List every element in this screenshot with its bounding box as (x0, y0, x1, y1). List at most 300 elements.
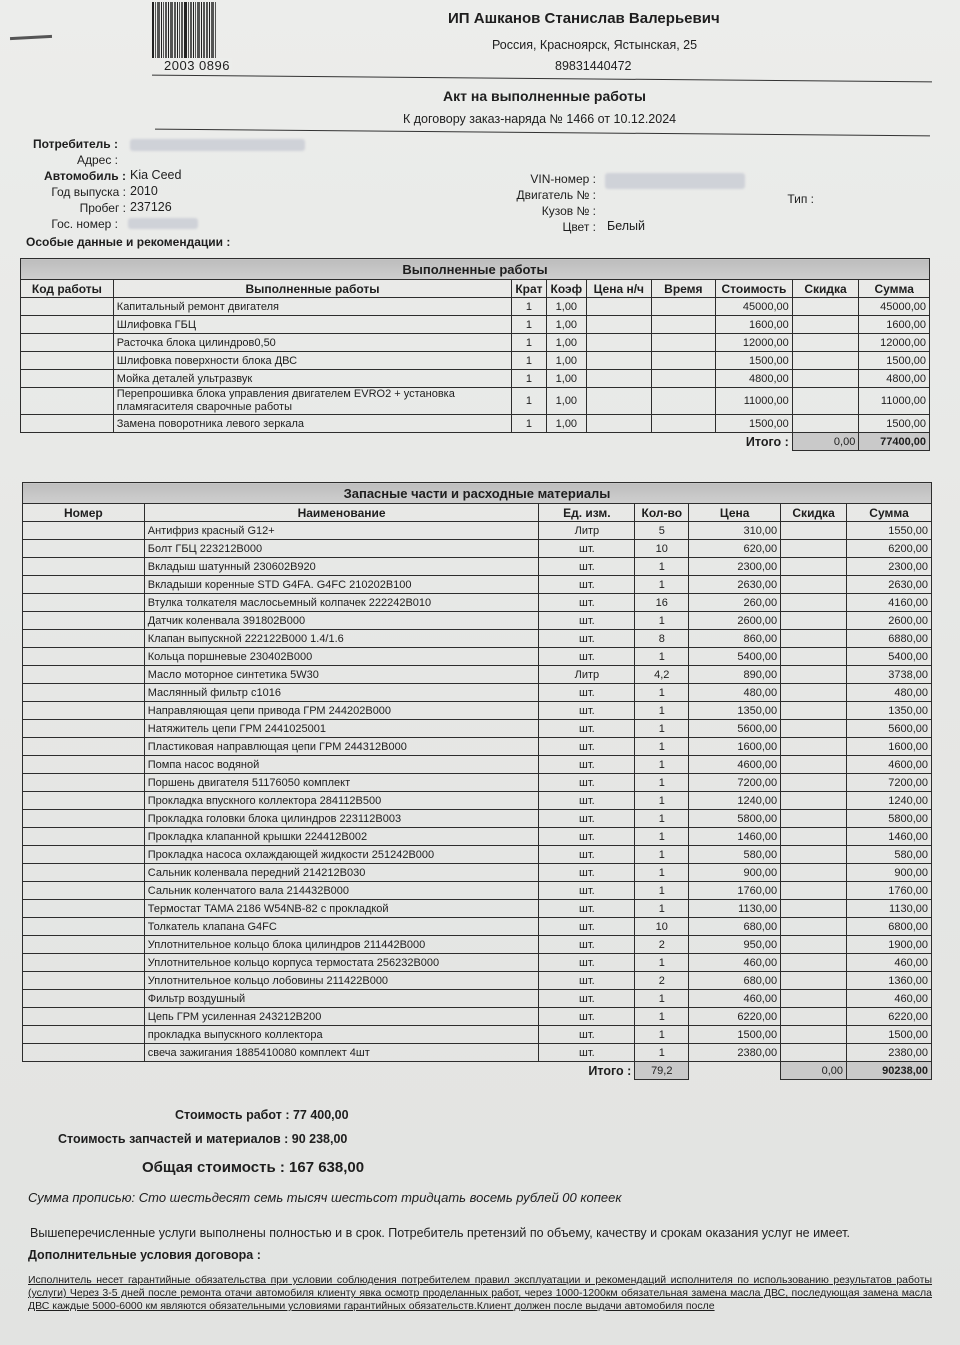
parts-cell-num (23, 540, 145, 558)
parts-row (23, 990, 932, 1008)
works-cell-sum: 45000,00 (859, 298, 930, 316)
parts-cell-name: Вкладыши коренные STD G4FA. G4FC 210202B100 (144, 576, 539, 594)
works-row (21, 415, 930, 433)
parts-cell-sum: 4160,00 (847, 594, 932, 612)
parts-cell-sum: 2300,00 (847, 558, 932, 576)
parts-total-discount: 0,00 (781, 1062, 847, 1080)
year-value: 2010 (130, 184, 158, 198)
parts-cell-price: 310,00 (689, 522, 781, 540)
works-total-label: Итого : (745, 434, 789, 449)
parts-cell-qty: 1 (635, 702, 689, 720)
parts-cell-num (23, 594, 145, 612)
special-data-label: Особые данные и рекомендации : (26, 235, 231, 249)
parts-row (23, 972, 932, 990)
parts-cell-discount (781, 1008, 847, 1026)
works-row (21, 316, 930, 334)
parts-cell-qty: 1 (635, 648, 689, 666)
works-cell-krat: 1 (512, 352, 547, 370)
works-column-header: Крат (512, 280, 547, 298)
parts-column-header: Наименование (144, 504, 539, 522)
parts-cell-unit: шт. (539, 882, 635, 900)
parts-cell-sum: 7200,00 (847, 774, 932, 792)
company-address: Россия, Красноярск, Ястынская, 25 (492, 38, 698, 52)
parts-cell-name: Вкладыш шатунный 230602B920 (144, 558, 539, 576)
parts-cell-price: 460,00 (689, 954, 781, 972)
parts-cell-name: прокладка выпускного коллектора (144, 1026, 539, 1044)
works-cell-name: Расточка блока цилиндров0,50 (113, 334, 511, 352)
parts-cell-num (23, 702, 145, 720)
parts-cell-discount (781, 540, 847, 558)
works-cell-code (21, 334, 114, 352)
parts-cell-sum: 1240,00 (847, 792, 932, 810)
body-label: Кузов № : (541, 204, 596, 218)
parts-cell-name: Фильтр воздушный (144, 990, 539, 1008)
parts-cell-price: 1460,00 (689, 828, 781, 846)
parts-cell-qty: 1 (635, 792, 689, 810)
document-title: Акт на выполненные работы (443, 88, 646, 104)
parts-cell-sum: 1550,00 (847, 522, 932, 540)
divider (152, 75, 932, 83)
parts-cell-price: 860,00 (689, 630, 781, 648)
parts-cell-qty: 1 (635, 558, 689, 576)
parts-column-header: Кол-во (635, 504, 689, 522)
document-subtitle: К договору заказ-наряда № 1466 от 10.12.2024 (403, 112, 677, 126)
works-cell-code (21, 352, 114, 370)
parts-total-qty: 79,2 (635, 1062, 689, 1080)
parts-cell-discount (781, 648, 847, 666)
works-cell-time (651, 298, 716, 316)
parts-cell-name: Уплотнительное кольцо корпуса термостата 256232B000 (144, 954, 539, 972)
works-cell-price_h (587, 316, 652, 334)
parts-cell-price: 460,00 (689, 990, 781, 1008)
consumer-label: Потребитель : (32, 137, 118, 151)
parts-cell-unit: шт. (539, 630, 635, 648)
parts-cell-unit: шт. (539, 684, 635, 702)
parts-cell-price: 2300,00 (689, 558, 781, 576)
parts-cell-sum: 1460,00 (847, 828, 932, 846)
parts-cell-num (23, 1008, 145, 1026)
parts-cell-discount (781, 576, 847, 594)
parts-cell-qty: 4,2 (635, 666, 689, 684)
parts-cell-sum: 6880,00 (847, 630, 932, 648)
parts-cell-unit: шт. (539, 1044, 635, 1062)
works-cell-code (21, 415, 114, 433)
parts-cell-qty: 1 (635, 1008, 689, 1026)
parts-cell-num (23, 558, 145, 576)
parts-row (23, 540, 932, 558)
parts-cell-qty: 1 (635, 1026, 689, 1044)
parts-cell-unit: шт. (539, 720, 635, 738)
works-cell-sum: 1600,00 (859, 316, 930, 334)
parts-cell-sum: 4600,00 (847, 756, 932, 774)
parts-cell-num (23, 684, 145, 702)
works-cell-discount (792, 415, 859, 433)
parts-cell-discount (781, 612, 847, 630)
parts-cell-unit: шт. (539, 810, 635, 828)
parts-row (23, 738, 932, 756)
parts-cell-discount (781, 594, 847, 612)
works-cell-price_h (587, 334, 652, 352)
conditions-text: Исполнитель несет гарантийные обязательства при условии соблюдения потребителем правил эксплуатации и рекомендаций исполнителя по использованию результатов работы (услуги) Через 3-5 дней после ремонта отачи автомобиля клиенту явка осмотр проделанных работ, через 1000-1200км обязательная замена масла ДВС, последующая замена масла ДВС каждые 5000-6000 км являются обязательными условиями гарантийных обязательств.Клиент должен после выдачи автомобиля после (28, 1274, 932, 1312)
parts-cell-sum: 1350,00 (847, 702, 932, 720)
works-cell-name: Шлифовка поверхности блока ДВС (113, 352, 511, 370)
parts-cell-name: Клапан выпускной 222122B000 1.4/1.6 (144, 630, 539, 648)
parts-cell-qty: 8 (635, 630, 689, 648)
parts-row (23, 954, 932, 972)
works-cell-krat: 1 (512, 298, 547, 316)
parts-cell-unit: шт. (539, 900, 635, 918)
parts-cell-price: 7200,00 (689, 774, 781, 792)
works-cell-cost: 4800,00 (716, 370, 793, 388)
parts-cell-price: 1760,00 (689, 882, 781, 900)
works-row (21, 370, 930, 388)
works-cell-koef: 1,00 (546, 316, 586, 334)
parts-cell-unit: шт. (539, 990, 635, 1008)
parts-cell-qty: 1 (635, 1044, 689, 1062)
parts-cell-name: Поршень двигателя 51176050 комплект (144, 774, 539, 792)
parts-cell-price: 2380,00 (689, 1044, 781, 1062)
parts-cell-num (23, 936, 145, 954)
parts-column-header: Ед. изм. (539, 504, 635, 522)
works-total-discount: 0,00 (792, 433, 859, 451)
parts-cell-sum: 1900,00 (847, 936, 932, 954)
works-cell-sum: 11000,00 (859, 388, 930, 415)
parts-cell-discount (781, 666, 847, 684)
parts-cell-unit: шт. (539, 1008, 635, 1026)
works-column-header: Цена н/ч (587, 280, 652, 298)
parts-cell-name: Уплотнительное кольцо блока цилиндров 211442B000 (144, 936, 539, 954)
company-name: ИП Ашканов Станислав Валерьевич (448, 10, 720, 27)
parts-cell-name: Прокладка впускного коллектора 284112B500 (144, 792, 539, 810)
works-total-row (21, 433, 930, 451)
parts-cell-num (23, 846, 145, 864)
parts-cost: Стоимость запчастей и материалов : 90 238,00 (58, 1132, 348, 1146)
works-cell-price_h (587, 415, 652, 433)
color-label: Цвет : (562, 220, 596, 234)
amount-in-words: Сумма прописью: Сто шестьдесят семь тысяч шестьсот тридцать восемь рублей 00 копеек (28, 1190, 622, 1205)
parts-cell-discount (781, 918, 847, 936)
works-column-header: Сумма (859, 280, 930, 298)
works-cell-name: Перепрошивка блока управления двигателем EVRO2 + установка пламягасителя сварочные работы (113, 388, 511, 415)
barcode (152, 2, 240, 72)
works-cell-name: Капитальный ремонт двигателя (113, 298, 511, 316)
parts-cell-num (23, 900, 145, 918)
parts-cell-unit: шт. (539, 612, 635, 630)
parts-cell-sum: 460,00 (847, 954, 932, 972)
works-column-header: Выполненные работы (113, 280, 511, 298)
parts-cell-unit: шт. (539, 918, 635, 936)
parts-cell-qty: 16 (635, 594, 689, 612)
parts-cell-price: 680,00 (689, 972, 781, 990)
works-cell-cost: 11000,00 (716, 388, 793, 415)
works-cell-sum: 1500,00 (859, 415, 930, 433)
parts-cell-unit: шт. (539, 558, 635, 576)
parts-cell-num (23, 990, 145, 1008)
works-column-header: Время (651, 280, 716, 298)
parts-cell-sum: 6800,00 (847, 918, 932, 936)
parts-cell-discount (781, 684, 847, 702)
works-cell-cost: 1600,00 (716, 316, 793, 334)
parts-cell-discount (781, 756, 847, 774)
parts-cell-discount (781, 972, 847, 990)
works-cell-krat: 1 (512, 316, 547, 334)
parts-cell-num (23, 720, 145, 738)
parts-row (23, 666, 932, 684)
works-cell-sum: 1500,00 (859, 352, 930, 370)
parts-row (23, 900, 932, 918)
parts-cell-unit: Литр (539, 666, 635, 684)
parts-cell-num (23, 918, 145, 936)
works-cell-koef: 1,00 (546, 352, 586, 370)
parts-cell-num (23, 954, 145, 972)
parts-cell-name: Маслянный фильтр с1016 (144, 684, 539, 702)
year-label: Год выпуска : (51, 185, 126, 199)
divider (155, 129, 930, 137)
car-label: Автомобиль : (44, 169, 126, 183)
works-cell-koef: 1,00 (546, 370, 586, 388)
parts-cell-price: 680,00 (689, 918, 781, 936)
barcode-bars (152, 2, 240, 58)
parts-cell-num (23, 774, 145, 792)
parts-cell-price: 950,00 (689, 936, 781, 954)
parts-cell-price: 1240,00 (689, 792, 781, 810)
parts-cell-price: 1500,00 (689, 1026, 781, 1044)
parts-cell-price: 1600,00 (689, 738, 781, 756)
parts-cell-qty: 1 (635, 720, 689, 738)
parts-cell-unit: шт. (539, 864, 635, 882)
works-cell-koef: 1,00 (546, 298, 586, 316)
works-cell-time (651, 316, 716, 334)
parts-row (23, 702, 932, 720)
parts-cell-sum: 5400,00 (847, 648, 932, 666)
works-cell-name: Мойка деталей ультразвук (113, 370, 511, 388)
parts-cell-name: Направляющая цепи привода ГРМ 244202B000 (144, 702, 539, 720)
parts-row (23, 936, 932, 954)
parts-row (23, 720, 932, 738)
parts-cell-price: 2630,00 (689, 576, 781, 594)
parts-cell-discount (781, 1026, 847, 1044)
parts-cell-name: Помпа насос водяной (144, 756, 539, 774)
works-cell-cost: 45000,00 (716, 298, 793, 316)
parts-cell-unit: шт. (539, 936, 635, 954)
parts-cell-discount (781, 702, 847, 720)
parts-total-label: Итого : (588, 1063, 632, 1078)
parts-cell-sum: 900,00 (847, 864, 932, 882)
parts-cell-qty: 1 (635, 738, 689, 756)
parts-cell-qty: 1 (635, 864, 689, 882)
works-column-header: Коэф (546, 280, 586, 298)
works-column-header: Стоимость (716, 280, 793, 298)
vin-label: VIN-номер : (530, 172, 596, 186)
parts-cell-discount (781, 1044, 847, 1062)
parts-column-header: Сумма (847, 504, 932, 522)
parts-total-row (23, 1062, 932, 1080)
parts-cell-unit: шт. (539, 954, 635, 972)
parts-cell-sum: 5600,00 (847, 720, 932, 738)
parts-cell-discount (781, 828, 847, 846)
parts-cell-sum: 1130,00 (847, 900, 932, 918)
works-cell-name: Замена поворотника левого зеркала (113, 415, 511, 433)
parts-row (23, 756, 932, 774)
parts-cell-unit: шт. (539, 792, 635, 810)
works-body (21, 298, 930, 433)
works-cell-time (651, 334, 716, 352)
parts-cell-name: Болт ГБЦ 223212B000 (144, 540, 539, 558)
works-caption: Выполненные работы (21, 259, 930, 280)
parts-cell-unit: шт. (539, 972, 635, 990)
parts-cell-qty: 1 (635, 684, 689, 702)
works-column-header: Скидка (792, 280, 859, 298)
company-phone: 89831440472 (555, 59, 632, 73)
parts-cell-name: Толкатель клапана G4FC (144, 918, 539, 936)
works-cell-code (21, 388, 114, 415)
parts-cell-sum: 2630,00 (847, 576, 932, 594)
parts-cell-name: Сальник коленчатого вала 214432B000 (144, 882, 539, 900)
parts-cell-name: Прокладка клапанной крышки 224412B002 (144, 828, 539, 846)
parts-cell-discount (781, 882, 847, 900)
parts-cell-unit: шт. (539, 702, 635, 720)
parts-cell-price: 260,00 (689, 594, 781, 612)
parts-row (23, 810, 932, 828)
works-table (20, 258, 930, 451)
parts-cell-price: 5800,00 (689, 810, 781, 828)
parts-cell-discount (781, 846, 847, 864)
parts-row (23, 522, 932, 540)
parts-cell-num (23, 882, 145, 900)
works-cell-krat: 1 (512, 370, 547, 388)
parts-row (23, 828, 932, 846)
parts-cell-price: 4600,00 (689, 756, 781, 774)
plate-redacted (128, 218, 198, 229)
parts-cell-num (23, 1026, 145, 1044)
works-cell-discount (792, 352, 859, 370)
works-cell-cost: 12000,00 (716, 334, 793, 352)
works-cell-code (21, 316, 114, 334)
parts-row (23, 792, 932, 810)
parts-row (23, 558, 932, 576)
parts-cell-qty: 1 (635, 954, 689, 972)
works-cost: Стоимость работ : 77 400,00 (175, 1108, 349, 1122)
parts-row (23, 864, 932, 882)
parts-row (23, 594, 932, 612)
parts-cell-unit: шт. (539, 594, 635, 612)
works-cell-koef: 1,00 (546, 388, 586, 415)
pen-mark (10, 35, 52, 40)
parts-cell-num (23, 648, 145, 666)
parts-row (23, 576, 932, 594)
works-row (21, 388, 930, 415)
works-cell-sum: 4800,00 (859, 370, 930, 388)
parts-cell-num (23, 1044, 145, 1062)
parts-cell-unit: шт. (539, 540, 635, 558)
parts-cell-name: Антифриз красный G12+ (144, 522, 539, 540)
parts-cell-name: Прокладка головки блока цилиндров 223112B003 (144, 810, 539, 828)
parts-column-header: Цена (689, 504, 781, 522)
parts-cell-unit: шт. (539, 648, 635, 666)
parts-cell-unit: шт. (539, 576, 635, 594)
parts-cell-name: Прокладка насоса охлаждающей жидкости 251242B000 (144, 846, 539, 864)
parts-cell-num (23, 810, 145, 828)
works-cell-cost: 1500,00 (716, 352, 793, 370)
parts-total-sum: 90238,00 (847, 1062, 932, 1080)
parts-cell-qty: 2 (635, 972, 689, 990)
parts-row (23, 1008, 932, 1026)
works-cell-time (651, 352, 716, 370)
parts-cell-qty: 10 (635, 918, 689, 936)
parts-cell-qty: 1 (635, 882, 689, 900)
parts-cell-name: Цепь ГРМ усиленная 243212B200 (144, 1008, 539, 1026)
parts-cell-num (23, 576, 145, 594)
consumer-redacted (130, 139, 305, 151)
parts-cell-unit: шт. (539, 846, 635, 864)
parts-cell-discount (781, 864, 847, 882)
parts-cell-num (23, 522, 145, 540)
works-cell-koef: 1,00 (546, 334, 586, 352)
works-cell-krat: 1 (512, 415, 547, 433)
parts-cell-discount (781, 792, 847, 810)
works-row (21, 298, 930, 316)
parts-row (23, 1044, 932, 1062)
parts-row (23, 846, 932, 864)
parts-cell-name: Уплотнительное кольцо лобовины 211422B000 (144, 972, 539, 990)
works-cell-discount (792, 334, 859, 352)
parts-cell-unit: Литр (539, 522, 635, 540)
parts-cell-discount (781, 522, 847, 540)
works-cell-price_h (587, 298, 652, 316)
color-value: Белый (607, 219, 646, 233)
parts-cell-sum: 6220,00 (847, 1008, 932, 1026)
vin-redacted (605, 173, 745, 189)
parts-cell-discount (781, 558, 847, 576)
barcode-number: 2003 0896 (164, 58, 230, 73)
parts-row (23, 684, 932, 702)
parts-row (23, 1026, 932, 1044)
works-cell-discount (792, 370, 859, 388)
parts-row (23, 882, 932, 900)
engine-label: Двигатель № : (516, 188, 596, 202)
parts-cell-discount (781, 738, 847, 756)
works-cell-krat: 1 (512, 388, 547, 415)
plate-label: Гос. номер : (51, 217, 118, 231)
works-cell-code (21, 298, 114, 316)
parts-cell-sum: 1600,00 (847, 738, 932, 756)
parts-cell-sum: 2380,00 (847, 1044, 932, 1062)
parts-cell-num (23, 756, 145, 774)
parts-cell-name: Пластиковая направлющая цепи ГРМ 244312B000 (144, 738, 539, 756)
works-cell-cost: 1500,00 (716, 415, 793, 433)
parts-cell-sum: 3738,00 (847, 666, 932, 684)
parts-body (23, 522, 932, 1062)
parts-cell-sum: 6200,00 (847, 540, 932, 558)
parts-cell-price: 5400,00 (689, 648, 781, 666)
parts-cell-sum: 2600,00 (847, 612, 932, 630)
parts-cell-num (23, 666, 145, 684)
parts-table (22, 482, 932, 1080)
parts-cell-qty: 1 (635, 612, 689, 630)
parts-cell-price: 6220,00 (689, 1008, 781, 1026)
parts-cell-discount (781, 720, 847, 738)
parts-cell-price: 5600,00 (689, 720, 781, 738)
parts-cell-unit: шт. (539, 774, 635, 792)
parts-cell-price: 890,00 (689, 666, 781, 684)
total-cost: Общая стоимость : 167 638,00 (142, 1159, 365, 1176)
parts-cell-qty: 1 (635, 810, 689, 828)
parts-cell-num (23, 792, 145, 810)
parts-cell-sum: 480,00 (847, 684, 932, 702)
type-label: Тип : (787, 192, 814, 206)
works-cell-time (651, 370, 716, 388)
parts-cell-name: Масло моторное синтетика 5W30 (144, 666, 539, 684)
